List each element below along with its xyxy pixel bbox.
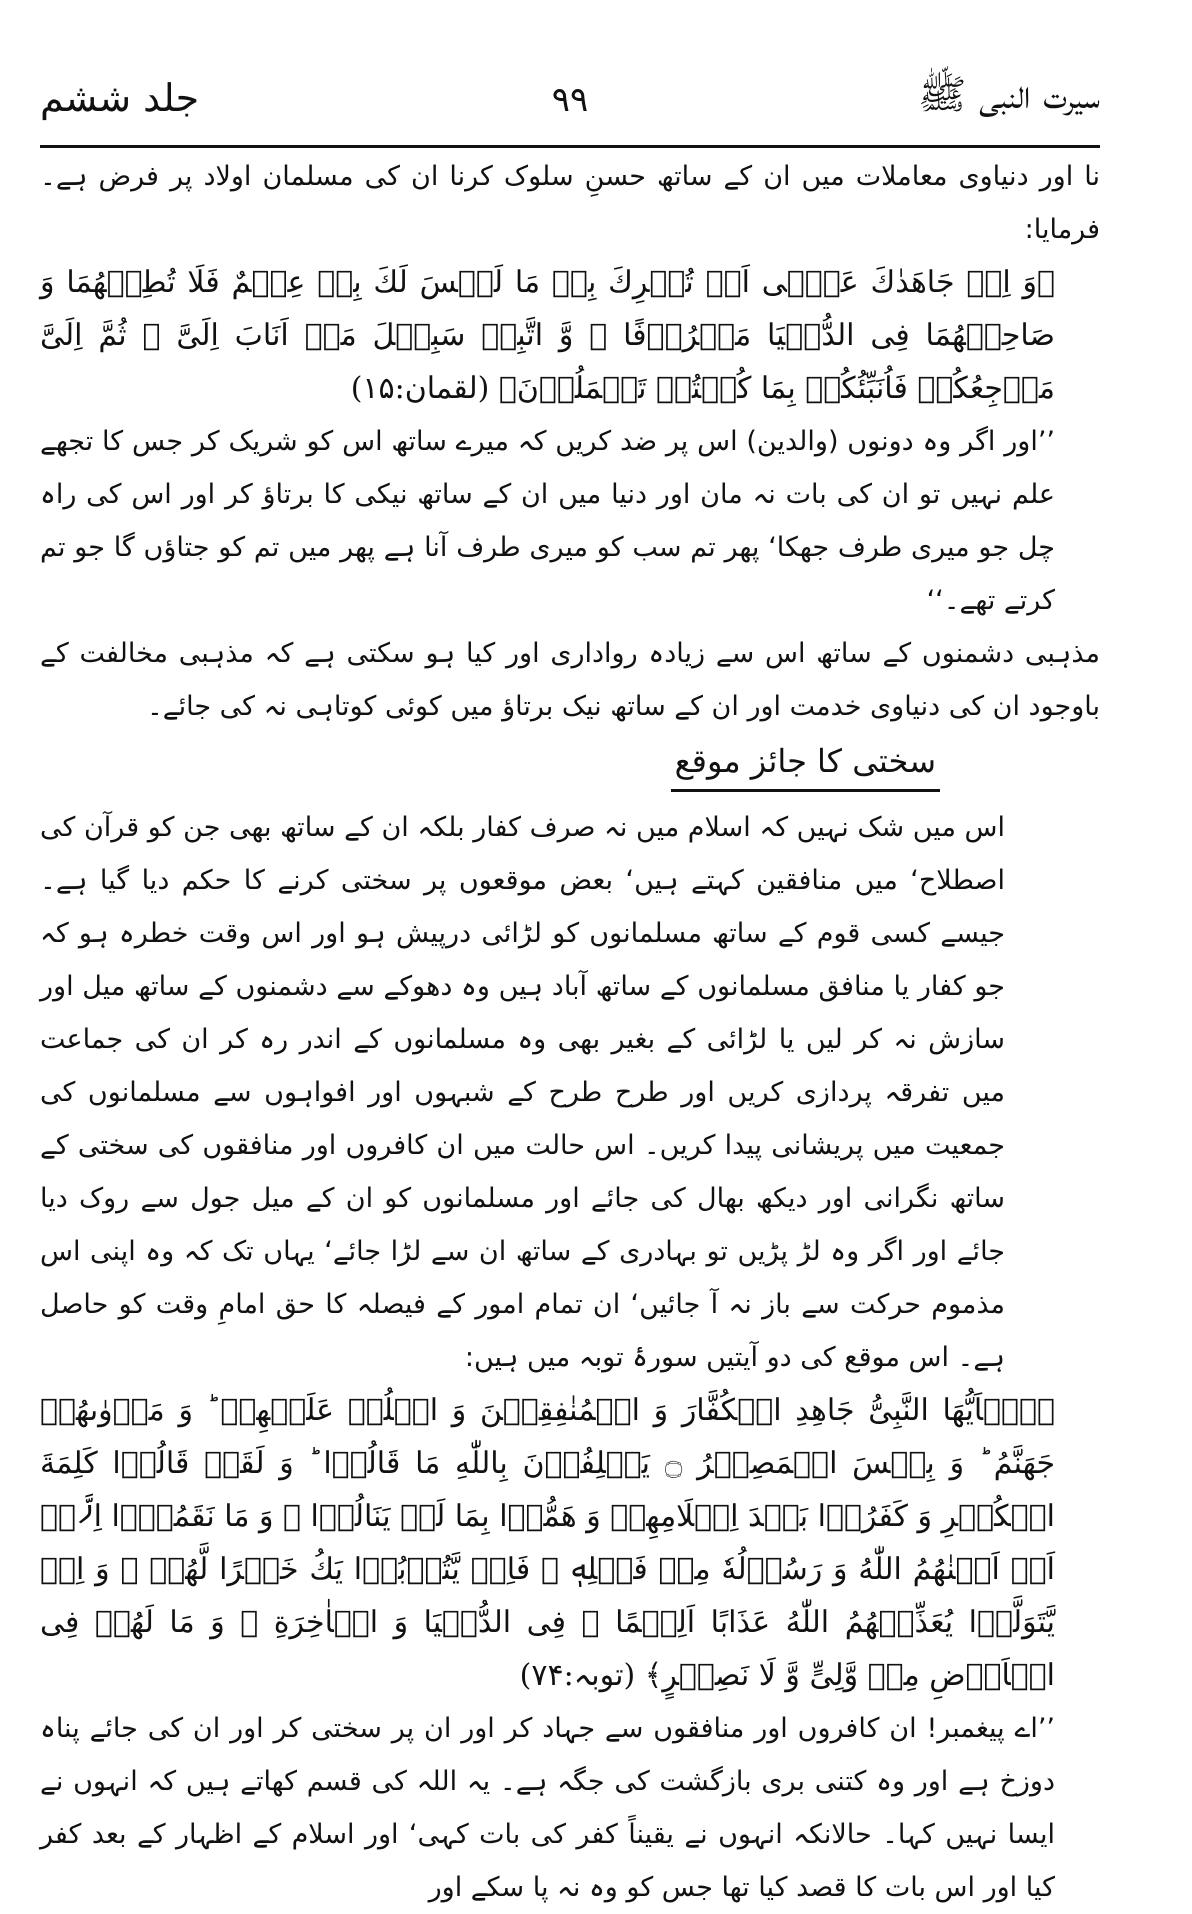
paragraph-tolerance: مذہبی دشمنوں کے ساتھ اس سے زیادہ رواداری اور کیا ہو سکتی ہے کہ مذہبی مخالفت کے باوجود ان کی دنیاوی خدمت اور ان کے ساتھ نیک برتاؤ میں کوئی کوتاہی نہ کی جائے۔	[40, 638, 1100, 722]
quran-verse-tawbah: ﴿یٰۤاَیُّهَا النَّبِیُّ جَاهِدِ الۡكُفَّارَ وَ الۡمُنٰفِقِیۡنَ وَ اغۡلُظۡ عَلَیۡهِمۡ ؕ وَ مَاۡوٰىهُمۡ جَهَنَّمُ ؕ وَ بِئۡسَ الۡمَصِیۡرُ ۝ یَحۡلِفُوۡنَ بِاللّٰهِ مَا قَالُوۡا ؕ وَ لَقَدۡ قَالُوۡا كَلِمَةَ الۡكُفۡرِ وَ كَفَرُوۡا بَعۡدَ اِسۡلَامِهِمۡ وَ هَمُّوۡا بِمَا لَمۡ یَنَالُوۡا ۚ وَ مَا نَقَمُوۡۤا اِلَّاۤ اَنۡ اَغۡنٰهُمُ اللّٰهُ وَ رَسُوۡلُهٗ مِنۡ فَضۡلِهٖ ۚ فَاِنۡ یَّتُوۡبُوۡا یَكُ خَیۡرًا لَّهُمۡ ۚ وَ اِنۡ یَّتَوَلَّوۡا یُعَذِّبۡهُمُ اللّٰهُ عَذَابًا اَلِیۡمًا ۙ فِی الدُّنۡیَا وَ الۡاٰخِرَةِ ۚ وَ مَا لَهُمۡ فِی الۡاَرۡضِ مِنۡ وَّلِیٍّ وَّ لَا نَصِیۡرٍ﴾ (توبہ:۷۴)	[40, 1393, 1056, 1693]
section-heading-wrap	[40, 735, 1100, 795]
verse-translation-luqman: ’’اور اگر وہ دونوں (والدین) اس پر ضد کریں کہ میرے ساتھ اس کو شریک کر جس کا تجھے علم نہیں تو ان کی بات نہ مان اور دنیا میں ان کے ساتھ نیکی کا برتاؤ کر اور اس کی راہ چل جو میری طرف جھکا‘ پھر تم سب کو میری طرف آنا ہے پھر میں تم کو جتاؤں گا جو تم کرتے تھے۔‘‘	[40, 426, 1055, 616]
header-rule	[40, 145, 1100, 148]
quran-verse-luqman: ﴿وَ اِنۡ جَاهَدٰكَ عَلٰۤی اَنۡ تُشۡرِكَ بِیۡ مَا لَیۡسَ لَكَ بِهٖ عِلۡمٌ فَلَا تُطِعۡهُمَا وَ صَاحِبۡهُمَا فِی الدُّنۡیَا مَعۡرُوۡفًا ۫ وَّ اتَّبِعۡ سَبِیۡلَ مَنۡ اَنَابَ اِلَیَّ ۚ ثُمَّ اِلَیَّ مَرۡجِعُكُمۡ فَاُنَبِّئُكُمۡ بِمَا كُنۡتُمۡ تَعۡمَلُوۡنَ﴾ (لقمان:۱۵)	[40, 265, 1055, 406]
page-header	[40, 70, 1100, 142]
section-heading: سختی کا جائز موقع	[671, 735, 940, 792]
paragraph-severity: اس میں شک نہیں کہ اسلام میں نہ صرف کفار بلکہ ان کے ساتھ بھی جن کو قرآن کی اصطلاح‘ میں منافقین کہتے ہیں‘ بعض موقعوں پر سختی کرنے کا حکم دیا گیا ہے۔ جیسے کسی قوم کے ساتھ مسلمانوں کو لڑائی درپیش ہو اور اس وقت خطرہ ہو کہ جو کفار یا منافق مسلمانوں کے ساتھ آباد ہیں وہ دھوکے سے دشمنوں کے ساتھ میل اور سازش نہ کر لیں یا لڑائی کے بغیر بھی وہ مسلمانوں کے اندر رہ کر ان کی جماعت میں تفرقہ پردازی کریں اور طرح طرح کے شبہوں اور افواہوں سے مسلمانوں کی جمعیت میں پریشانی پیدا کریں۔ اس حالت میں ان کافروں اور منافقوں کی سختی کے ساتھ نگرانی اور دیکھ بھال کی جائے اور مسلمانوں کو ان کے میل جول سے روک دیا جائے اور اگر وہ لڑ پڑیں تو بہادری کے ساتھ ان سے لڑا جائے‘ یہاں تک کہ وہ اپنی اس مذموم حرکت سے باز نہ آ جائیں‘ ان تمام امور کے فیصلہ کا حق امامِ وقت کو حاصل ہے۔ اس موقع کی دو آیتیں سورۂ توبہ میں ہیں:	[40, 812, 1005, 1373]
book-title: سیرت النبی ﷺ	[917, 72, 1100, 118]
page-body	[40, 150, 1100, 1914]
verse-translation-tawbah: ’’اے پیغمبر! ان کافروں اور منافقوں سے جہاد کر اور ان پر سختی کر اور ان کی جائے پناہ دوزخ ہے اور وہ کتنی بری بازگشت کی جگہ ہے۔ یہ اللہ کی قسم کھاتے ہیں کہ انہوں نے ایسا نہیں کہا۔ حالانکہ انہوں نے یقیناً کفر کی بات کہی‘ اور اسلام کے اظہار کے بعد کفر کیا اور اس بات کا قصد کیا تھا جس کو وہ نہ پا سکے اور	[40, 1713, 1055, 1903]
page-number: ۹۹	[551, 80, 589, 120]
paragraph-parents: نا اور دنیاوی معاملات میں ان کے ساتھ حسنِ سلوک کرنا ان کی مسلمان اولاد پر فرض ہے۔ فرمایا:	[40, 161, 1100, 245]
volume-label: جلد ششم	[40, 76, 200, 120]
